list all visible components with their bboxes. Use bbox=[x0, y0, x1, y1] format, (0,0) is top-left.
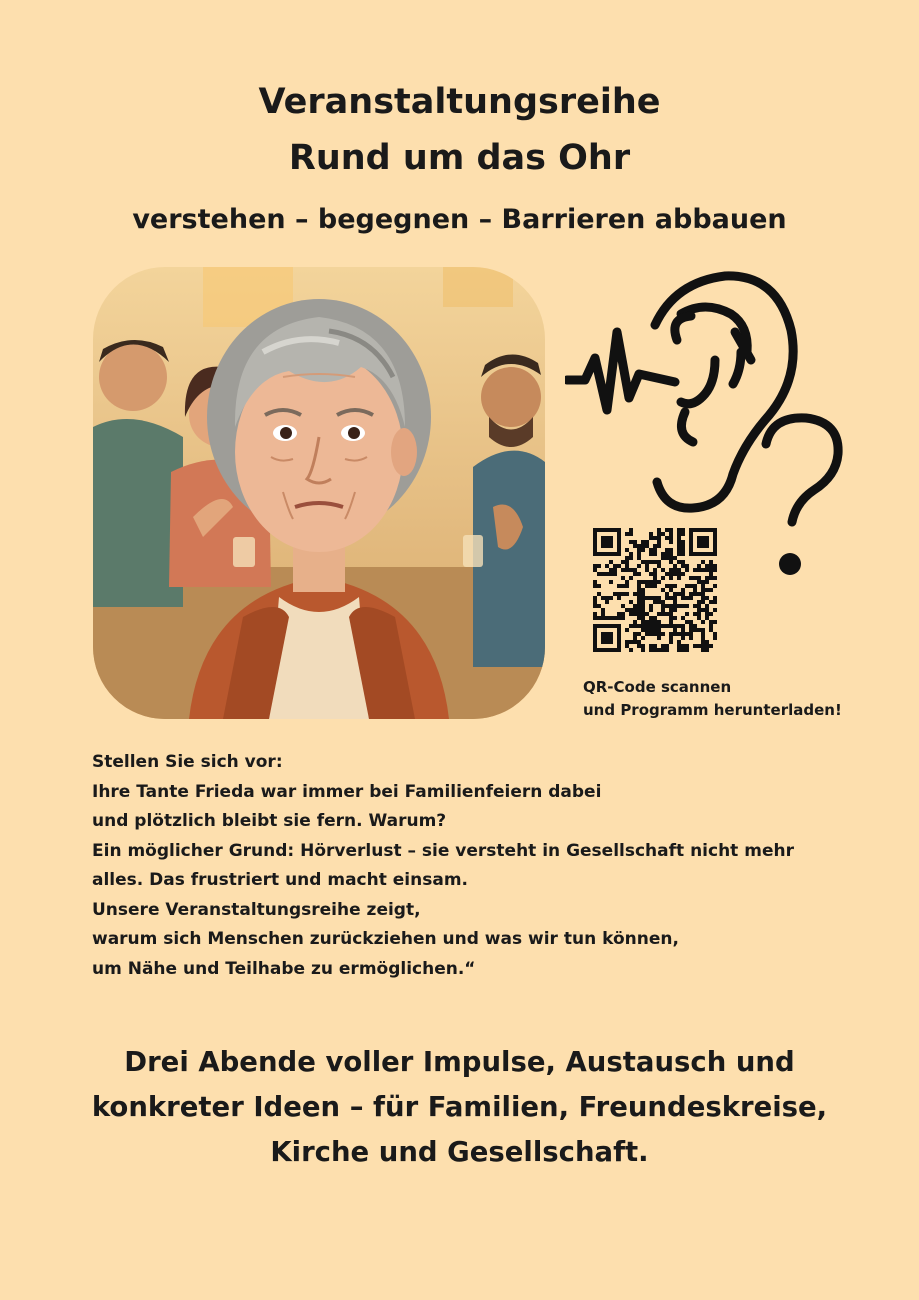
closing-line: Drei Abende voller Impulse, Austausch und bbox=[124, 1046, 795, 1078]
qr-caption-line-1: QR-Code scannen bbox=[583, 678, 732, 696]
intro-line: Ihre Tante Frieda war immer bei Familienfeiern dabei bbox=[92, 781, 602, 802]
intro-line: um Nähe und Teilhabe zu ermöglichen.“ bbox=[92, 958, 476, 979]
closing-statement bbox=[0, 1040, 919, 1175]
intro-line: Unsere Veranstaltungsreihe zeigt, bbox=[92, 899, 421, 920]
intro-line: Ein möglicher Grund: Hörverlust – sie versteht in Gesellschaft nicht mehr bbox=[92, 840, 794, 861]
intro-paragraph bbox=[92, 748, 882, 984]
title-line-1: Veranstaltungsreihe bbox=[258, 82, 661, 122]
page-title bbox=[0, 74, 919, 186]
title-line-2: Rund um das Ohr bbox=[288, 138, 631, 178]
qr-caption-line-2: und Programm herunterladen! bbox=[583, 701, 842, 719]
intro-line: und plötzlich bleibt sie fern. Warum? bbox=[92, 811, 447, 831]
qr-caption bbox=[583, 676, 883, 722]
intro-line: Stellen Sie sich vor: bbox=[92, 752, 283, 772]
closing-line: Kirche und Gesellschaft. bbox=[270, 1136, 649, 1168]
intro-line: alles. Das frustriert und macht einsam. bbox=[92, 870, 468, 890]
closing-line: konkreter Ideen – für Familien, Freundeskreise, bbox=[91, 1091, 828, 1123]
question-mark-icon bbox=[752, 410, 852, 580]
qr-code[interactable] bbox=[593, 528, 717, 652]
intro-line: warum sich Menschen zurückziehen und was wir tun können, bbox=[92, 929, 679, 949]
elderly-woman-illustration bbox=[93, 267, 545, 719]
page-subtitle: verstehen – begegnen – Barrieren abbauen bbox=[132, 204, 787, 235]
